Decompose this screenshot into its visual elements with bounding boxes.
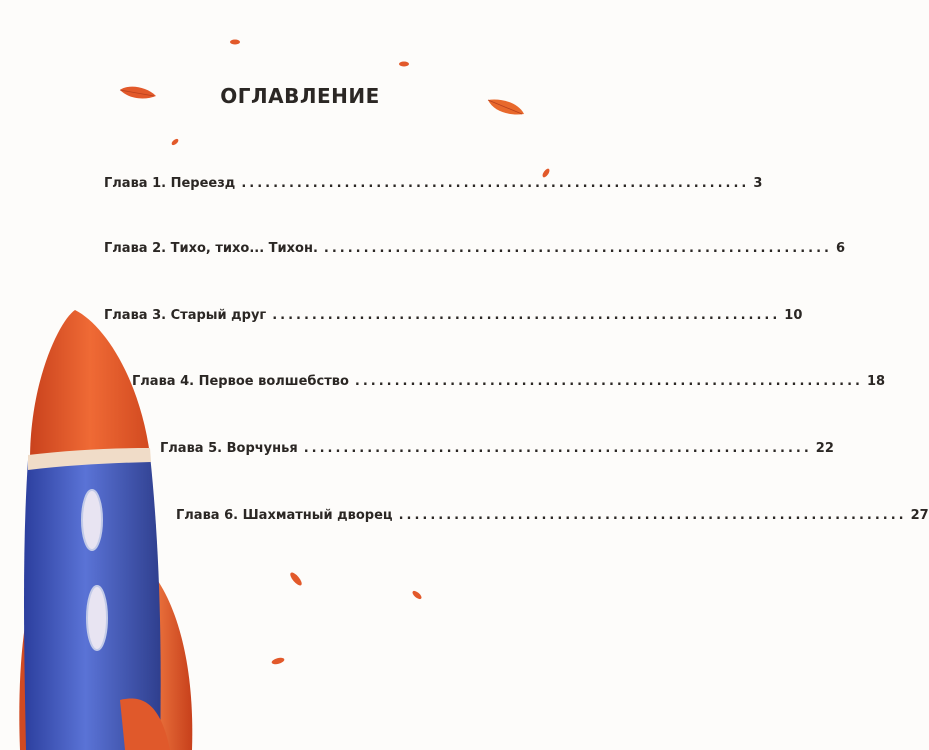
rocket-window-top [82,490,102,550]
toc-entry-page: 3 [753,176,763,191]
toc-entry-page: 10 [784,308,803,323]
dot-leader: ................................................................ [303,441,812,456]
toc-entry-label: Глава 4. Первое волшебство [132,374,349,389]
toc-entry-5[interactable] [160,441,834,461]
dot-leader: ................................................................ [241,176,750,191]
toc-entry-1[interactable] [104,176,763,196]
leaf-icon [229,38,241,46]
toc-entry-2[interactable] [104,241,845,261]
toc-entry-label: Глава 5. Ворчунья [160,441,298,456]
rocket-icon [0,300,200,750]
toc-entry-page: 18 [866,374,886,389]
dot-leader: ................................................................ [272,308,781,323]
leaf-icon [286,568,306,590]
rocket-window-bottom [87,586,107,650]
toc-entry-page: 27 [910,508,929,523]
toc-entry-6[interactable] [176,508,929,528]
toc-entry-page: 22 [815,441,834,456]
leaf-icon [170,137,180,147]
leaf-icon [410,588,424,602]
dot-leader: ................................................................ [354,374,863,389]
toc-entry-label: Глава 2. Тихо, тихо... Тихон. [104,241,318,256]
leaf-icon [398,60,410,68]
page-title: ОГЛАВЛЕНИЕ [220,84,380,108]
toc-entry-label: Глава 3. Старый друг [104,308,267,323]
toc-entry-4[interactable] [132,374,886,394]
leaf-icon [270,656,286,666]
dot-leader: ................................................................ [398,508,907,523]
toc-entry-label: Глава 6. Шахматный дворец [176,508,393,523]
toc-entry-label: Глава 1. Переезд [104,176,236,191]
dot-leader: ................................................................ [323,241,832,256]
toc-entry-3[interactable] [104,308,803,328]
toc-entry-page: 6 [835,241,845,256]
